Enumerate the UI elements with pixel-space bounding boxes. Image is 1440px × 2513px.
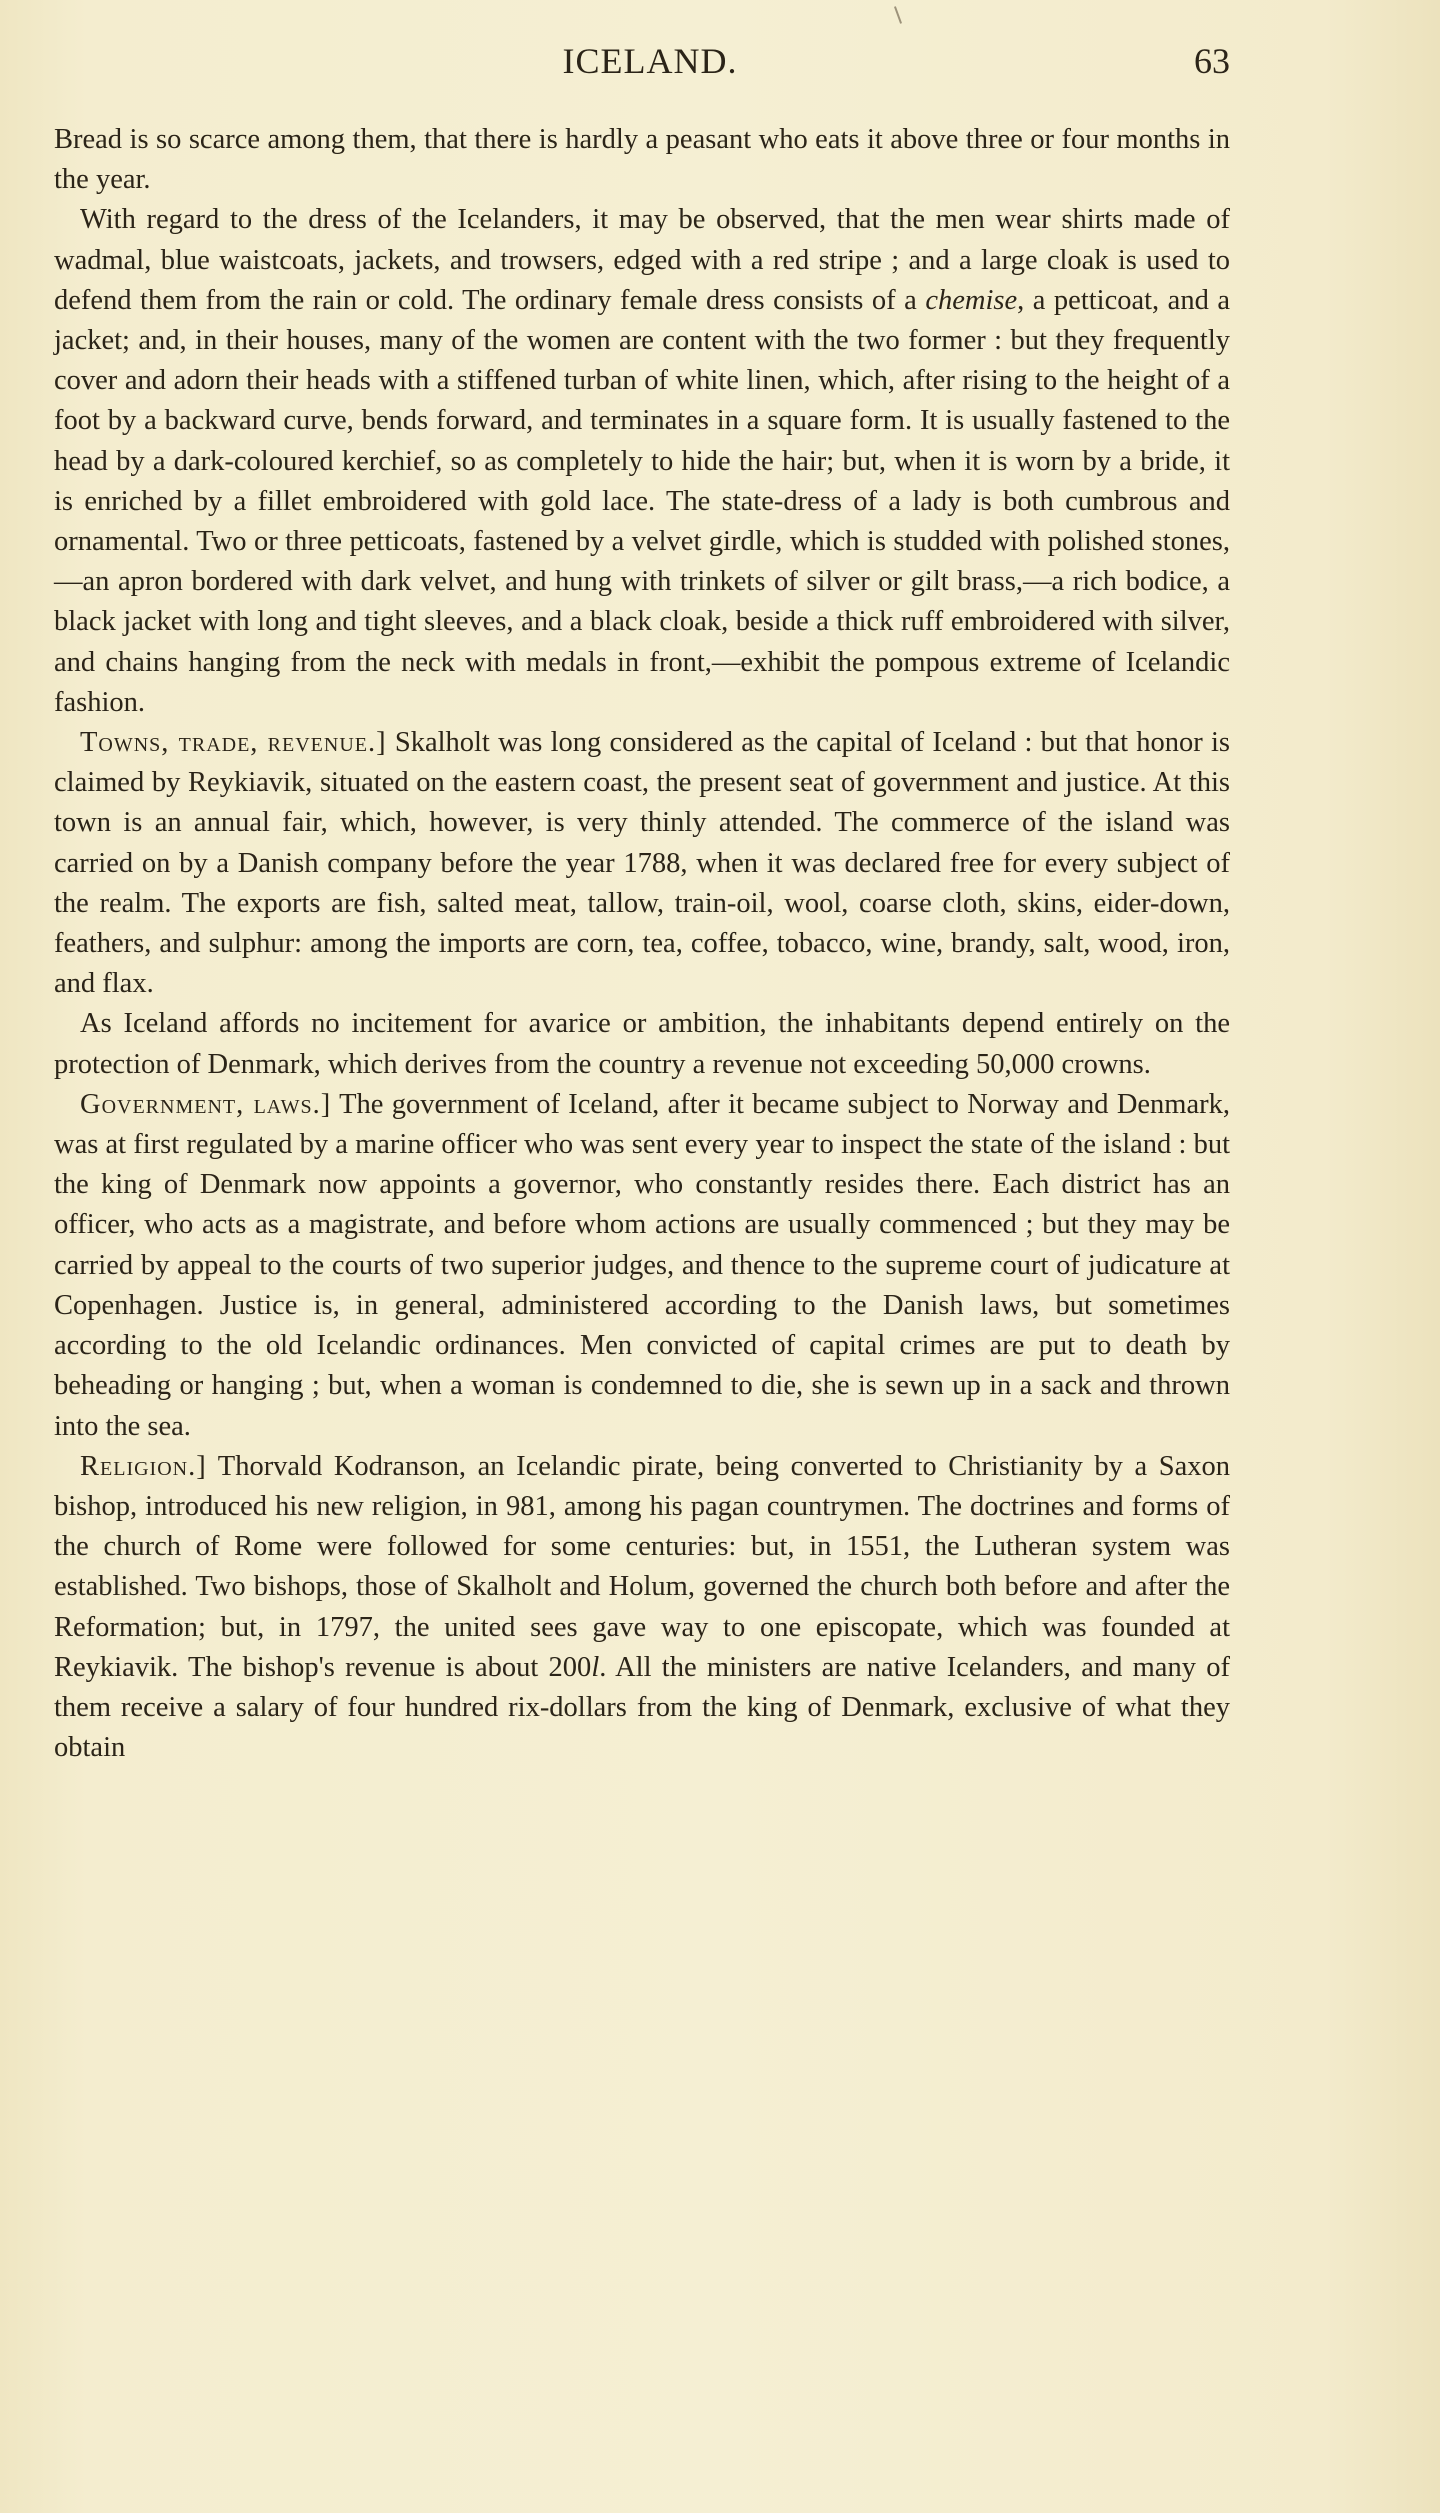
chemise-term: chemise [925, 284, 1018, 316]
paragraph-government [54, 1085, 1230, 1447]
paragraph-dress-text-2: , a petticoat, and a jacket; and, in their houses, many of the women are content with the two former : but they frequently cover and adorn their heads with a stiffened turban of white linen, which, after rising to the height of a foot by a backward curve, bends forward, and terminates in a square form. It is usually fastened to the head by a dark-coloured kerchief, so as completely to hide the hair; but, when it is worn by a bride, it is enriched by a fillet embroidered with gold lace. The state-dress of a lady is both cumbrous and ornamental. Two or three petticoats, fastened by a velvet girdle, which is studded with polished stones,—an apron bordered with dark velvet, and hung with trinkets of silver or gilt brass,—a rich bodice, a black jacket with long and tight sleeves, and a black cloak, beside a thick ruff embroidered with silver, and chains hanging from the neck with medals in front,—exhibit the pompous extreme of Icelandic fashion. [54, 284, 1230, 718]
paragraph-towns-trade [54, 723, 1230, 1004]
paragraph-dress-text-1: With regard to the dress of the Icelanders, it may be observed, that the men wear shirts made of wadmal, blue waistcoats, jackets, and trowsers, edged with a red stripe ; and a large cloak is used to defend them from the rain or cold. The ordinary female dress consists of a [54, 204, 1230, 316]
paragraph-government-text: The government of Iceland, after it became subject to Norway and Denmark, was at first regulated by a marine officer who was sent every year to inspect the state of the island : but the king of Denmark now appoints a governor, who constantly resides there. Each district has an officer, who acts as a magistrate, and before whom actions are usually commenced ; but they may be carried by appeal to the courts of two superior judges, and thence to the supreme court of judicature at Copenhagen. Justice is, in general, administered according to the Danish laws, but sometimes according to the old Icelandic ordinances. Men convicted of capital crimes are put to death by beheading or hanging ; but, when a woman is condemned to die, she is sewn up in a sack and thrown into the sea. [54, 1088, 1230, 1442]
paragraph-dress [54, 200, 1230, 723]
paragraph-towns-text: Skalholt was long considered as the capital of Iceland : but that honor is claimed by Reykiavik, situated on the eastern coast, the present seat of government and justice. At this town is an annual fair, which, however, is very thinly attended. The commerce of the island was carried on by a Danish company before the year 1788, when it was declared free for every subject of the realm. The exports are fish, salted meat, tallow, train-oil, wool, coarse cloth, skins, eider-down, feathers, and sulphur: among the imports are corn, tea, coffee, tobacco, wine, brandy, salt, wood, iron, and flax. [54, 727, 1230, 1000]
body-text [54, 120, 1230, 1768]
stray-mark [894, 6, 902, 24]
section-head-government: Government, laws.] [80, 1088, 332, 1120]
section-head-religion: Religion.] [80, 1450, 207, 1482]
paragraph-religion-text-1: Thorvald Kodranson, an Icelandic pirate, being converted to Christianity by a Saxon bishop, introduced his new religion, in 981, among his pagan countrymen. The doctrines and forms of the church of Rome were followed for some centuries: but, in 1551, the Lutheran system was established. Two bishops, those of Skalholt and Holum, governed the church both before and after the Reformation; but, in 1797, the united sees gave way to one episcopate, which was founded at Reykiavik. The bishop's revenue is about 200 [54, 1450, 1230, 1683]
section-head-towns: Towns, trade, revenue.] [80, 727, 387, 759]
pound-sign: l [591, 1651, 600, 1683]
paragraph-bread: Bread is so scarce among them, that there is hardly a peasant who eats it above three or four months in the year. [54, 124, 1230, 196]
paragraph-religion [54, 1447, 1230, 1769]
paragraph-religion-text-2: . All the ministers are native Icelanders, and many of them receive a salary of four hundred rix-dollars from the king of Denmark, exclusive of what they obtain [54, 1651, 1230, 1764]
page-number: 63 [1194, 41, 1230, 81]
paragraph-revenue: As Iceland affords no incitement for avarice or ambition, the inhabitants depend entirely on the protection of Denmark, which derives from the country a revenue not exceeding 50,000 crowns. [54, 1008, 1230, 1080]
running-title: ICELAND. [562, 41, 738, 81]
page-header [70, 40, 1230, 100]
